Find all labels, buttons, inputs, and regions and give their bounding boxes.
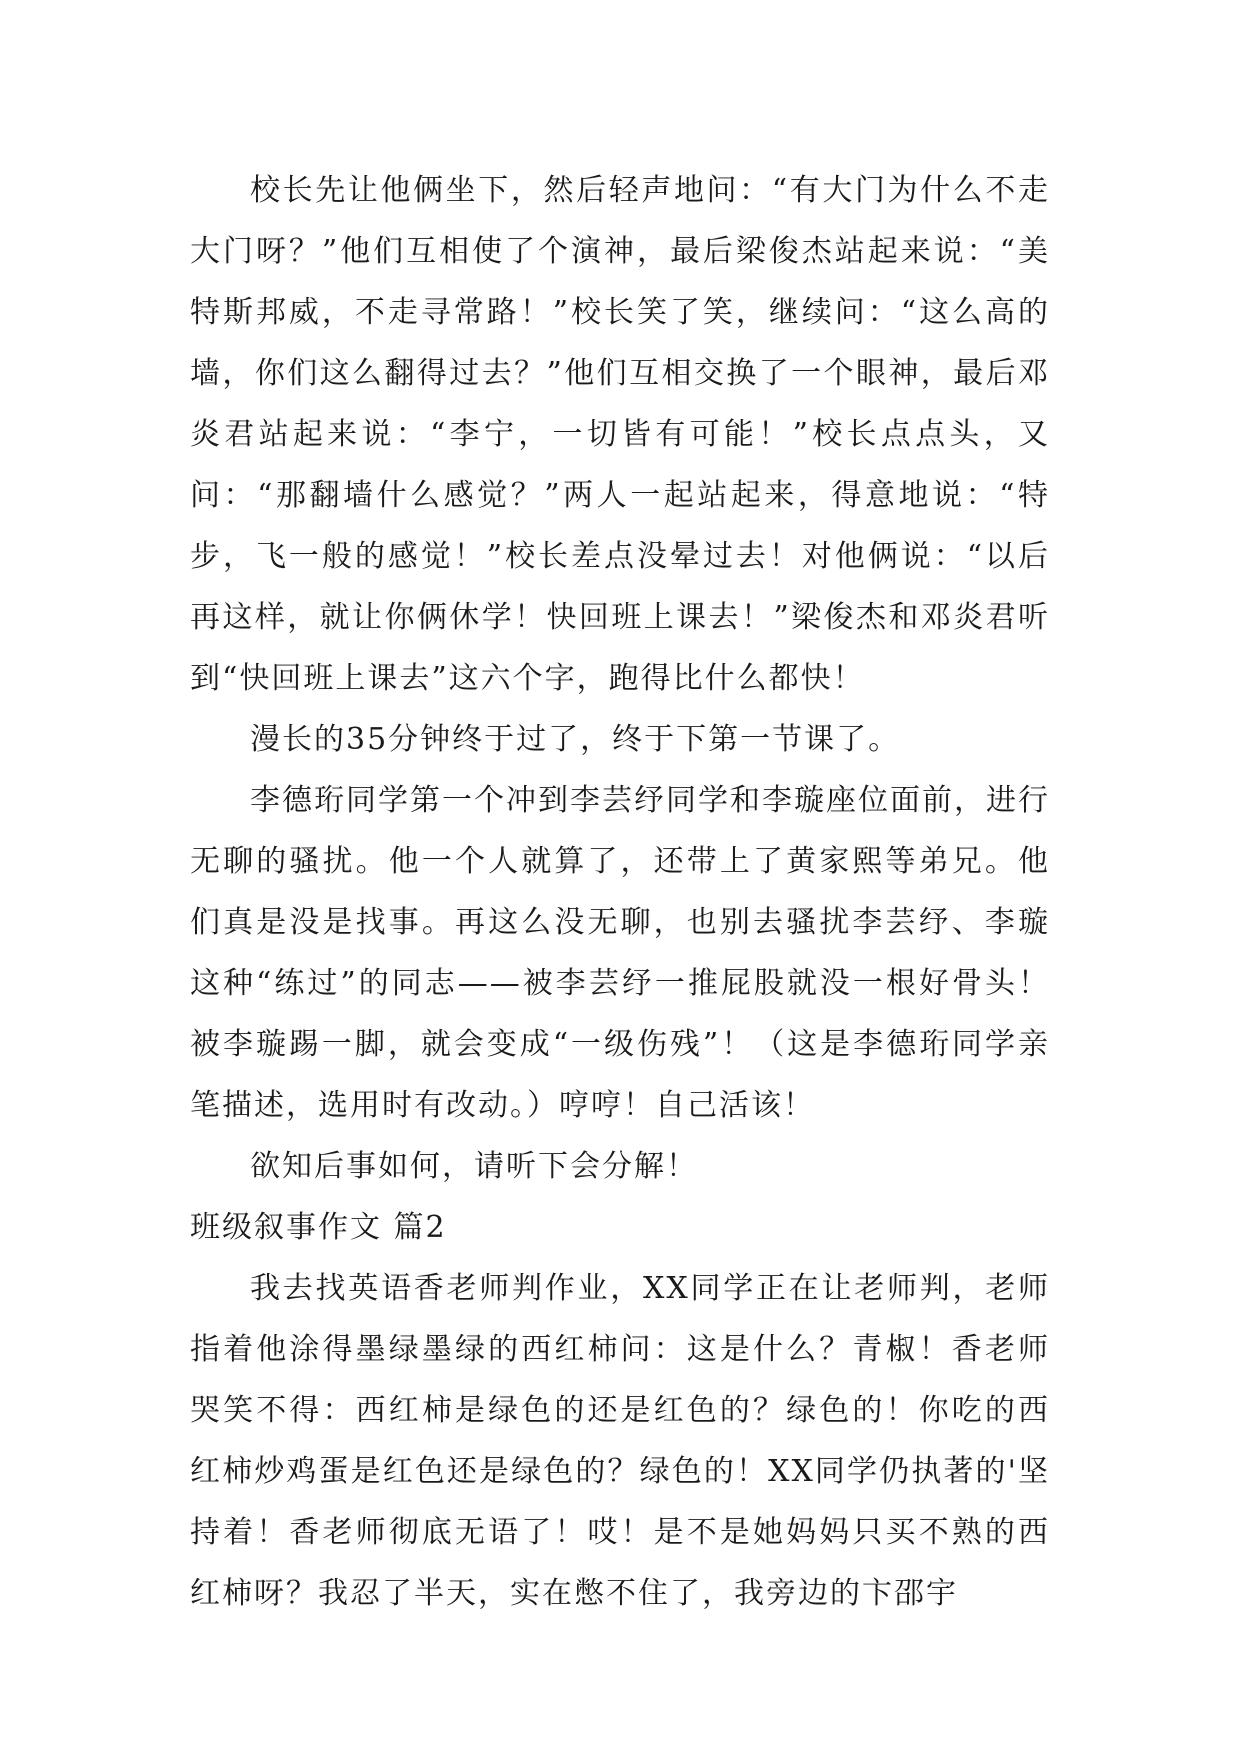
paragraph-to-be-continued: 欲知后事如何，请听下会分解！ <box>250 1149 698 1184</box>
document-body <box>190 160 1050 1624</box>
paragraph-classmates-harass: 李德珩同学第一个冲到李芸纾同学和李璇座位面前，进行无聊的骚扰。他一个人就算了，还带上了黄家熙等弟兄。他们真是没是找事。再这么没无聊，也别去骚扰李芸纾、李璇这种“练过”的同志——被李芸纾一推屁股就没一根好骨头！被李璇踢一脚，就会变成“一级伤残”！（这是李德珩同学亲笔描述，选用时有改动。）哼哼！自己活该！ <box>190 783 1050 1123</box>
paragraph-english-teacher: 我去找英语香老师判作业，XX同学正在让老师判，老师指着他涂得墨绿墨绿的西红柿问：这是什么？青椒！香老师哭笑不得：西红柿是绿色的还是红色的？绿色的！你吃的西红柿炒鸡蛋是红色还是绿色的？绿色的！XX同学仍执著的'坚持着！香老师彻底无语了！哎！是不是她妈妈只买不熟的西红柿呀？我忍了半天，实在憋不住了，我旁边的卞邵宇 <box>190 1271 1050 1611</box>
section-heading: 班级叙事作文 篇2 <box>190 1210 447 1245</box>
paragraph-first-class-ends: 漫长的35分钟终于过了，终于下第一节课了。 <box>250 722 901 757</box>
paragraph-principal-questions: 校长先让他俩坐下，然后轻声地问：“有大门为什么不走大门呀？”他们互相使了个演神，最后梁俊杰站起来说：“美特斯邦威，不走寻常路！”校长笑了笑，继续问：“这么高的墙，你们这么翻得过去？”他们互相交换了一个眼神，最后邓炎君站起来说：“李宁，一切皆有可能！”校长点点头，又问：“那翻墙什么感觉？”两人一起站起来，得意地说：“特步，飞一般的感觉！”校长差点没晕过去！对他俩说：“以后再这样，就让你俩休学！快回班上课去！”梁俊杰和邓炎君听到“快回班上课去”这六个字，跑得比什么都快！ <box>190 173 1050 696</box>
